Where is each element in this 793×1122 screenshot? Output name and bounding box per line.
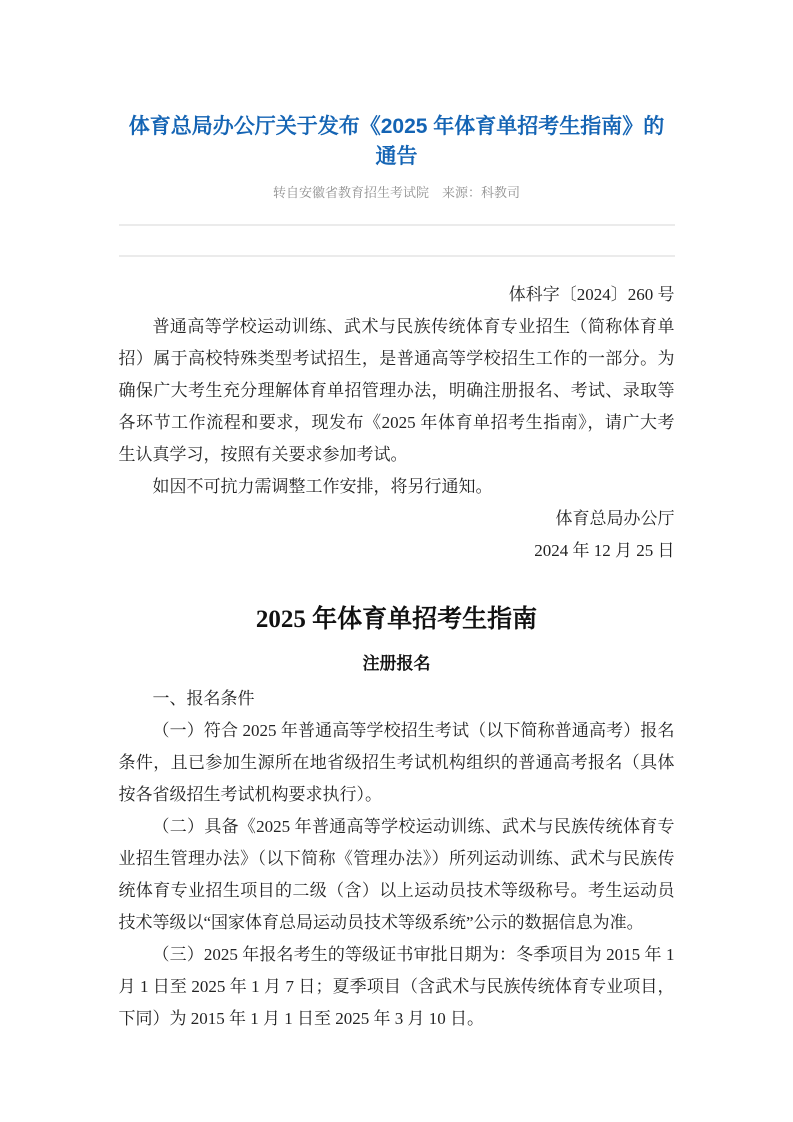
notice-date: 2024 年 12 月 25 日	[534, 541, 675, 560]
divider-bottom	[119, 255, 675, 257]
guide-item-2: （二）具备《2025 年普通高等学校运动训练、武术与民族传统体育专业招生管理办法》（以下简称《管理办法》）所列运动训练、武术与民族传统体育专业招生项目的二级（含）以上运动员技术等级称号。考生运动员技术等级以“国家体育总局运动员技术等级系统”公示的数据信息为准。	[118, 817, 675, 932]
document-page	[119, 0, 675, 1035]
guide-section-heading: 注册报名	[362, 654, 431, 673]
divider-top	[119, 224, 675, 226]
guide-item-1: （一）符合 2025 年普通高等学校招生考试（以下简称普通高考）报名条件，且已参加生源所在地省级招生考试机构组织的普通高考报名（具体按各省级招生考试机构要求执行）。	[118, 721, 675, 804]
page-title: 体育总局办公厅关于发布《2025 年体育单招考生指南》的通告	[128, 115, 665, 168]
guide-item-3: （三）2025 年报名考生的等级证书审批日期为：冬季项目为 2015 年 1 月 1 日至 2025 年 1 月 7 日；夏季项目（含武术与民族传统体育专业项目，下同）为 2015 年 1 月 1 日至 2025 年 3 月 10 日。	[118, 945, 675, 1028]
guide-subsection-heading: 一、报名条件	[152, 689, 255, 708]
notice-closing-paragraph: 如因不可抗力需调整工作安排，将另行通知。	[152, 477, 493, 496]
guide-title: 2025 年体育单招考生指南	[255, 606, 538, 633]
notice-main-paragraph: 普通高等学校运动训练、武术与民族传统体育专业招生（简称体育单招）属于高校特殊类型考试招生，是普通高等学校招生工作的一部分。为确保广大考生充分理解体育单招管理办法，明确注册报名、考试、录取等各环节工作流程和要求，现发布《2025 年体育单招考生指南》，请广大考生认真学习，按照有关要求参加考试。	[118, 317, 675, 464]
page-subtitle: 转自安徽省教育招生考试院 来源：科教司	[272, 185, 520, 200]
notice-signature: 体育总局办公厅	[555, 509, 675, 528]
document-number: 体科字〔2024〕260 号	[508, 285, 675, 304]
